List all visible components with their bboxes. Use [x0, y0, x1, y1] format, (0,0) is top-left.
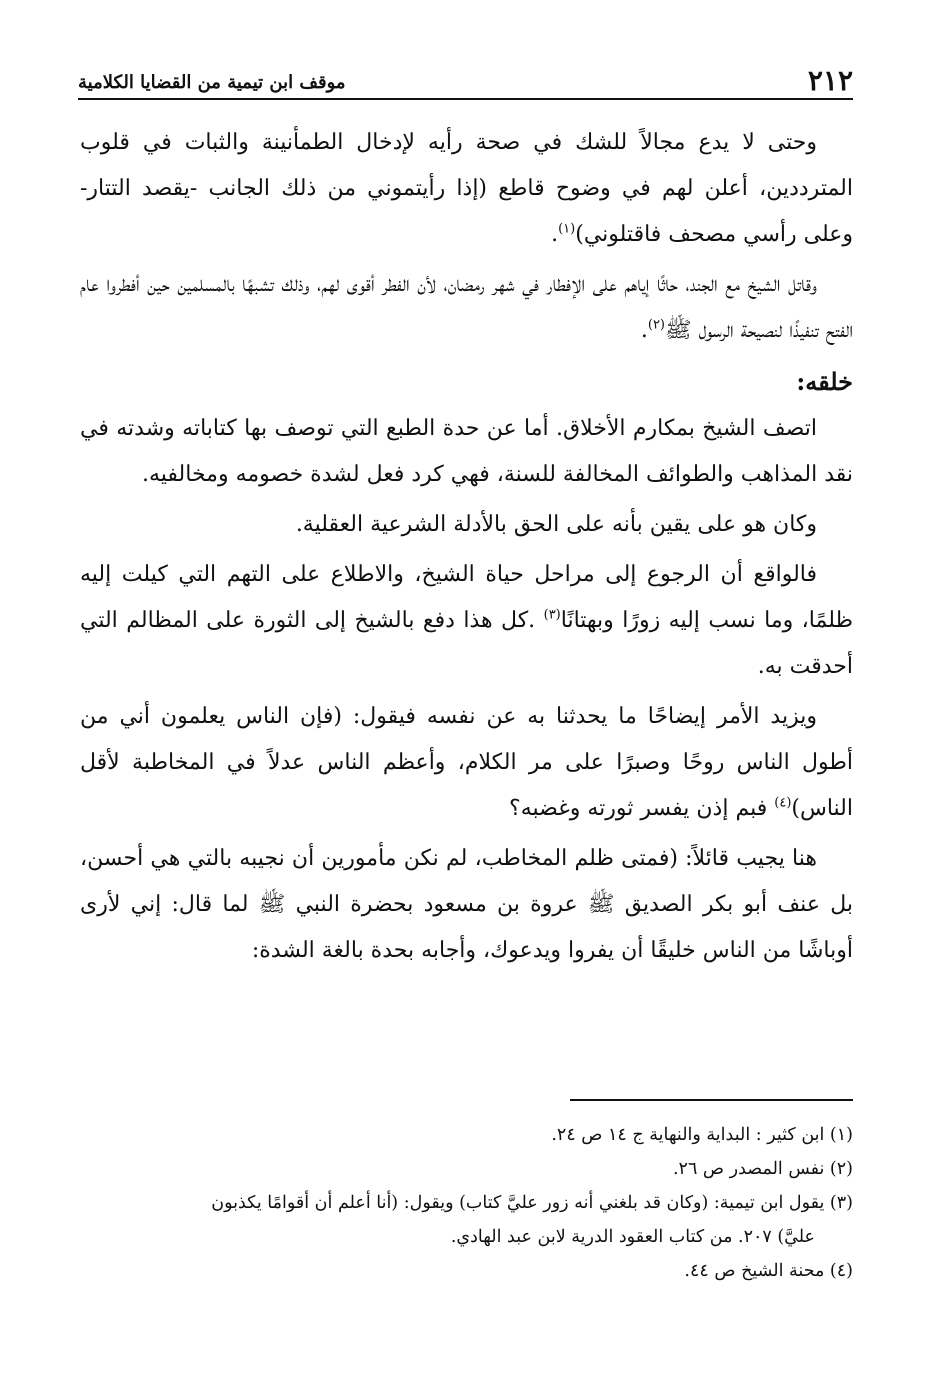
body-text	[80, 120, 853, 978]
page-number: ٢١٢	[807, 64, 853, 97]
footnote-ref-1: (١)	[558, 221, 576, 237]
footnotes	[80, 1118, 853, 1288]
paragraph-2-end: .	[640, 318, 648, 343]
paragraph-1	[80, 120, 853, 258]
footnote-3: (٣) يقول ابن تيمية: (وكان قد بلغني أنه زور عليَّ كتاب) ويقول: (أنا أعلم أن أقوامًا يكذبون	[211, 1193, 853, 1213]
section-heading: خلقه:	[796, 367, 853, 396]
footnote-divider	[570, 1099, 853, 1101]
page-header	[78, 62, 853, 100]
paragraph-1-end: .	[551, 222, 559, 247]
running-title: موقف ابن تيمية من القضايا الكلامية	[78, 72, 346, 93]
footnote-ref-2: (٢)	[647, 317, 665, 333]
paragraph-3: اتصف الشيخ بمكارم الأخلاق. أما عن حدة الطبع التي توصف بها كتاباته وشدته في نقد المذاهب والطوائف المخالفة للسنة، فهي كرد فعل لشدة خصومه ومخالفيه.	[80, 416, 853, 487]
paragraph-5	[80, 552, 853, 690]
paragraph-6-text-b: فبم إذن يفسر ثورته وغضبه؟	[509, 796, 775, 821]
footnote-3-continued: عليَّ) ٢٠٧. من كتاب العقود الدرية لابن عبد الهادي.	[450, 1227, 815, 1247]
footnote-1: (١) ابن كثير : البداية والنهاية ج ١٤ ص ٢٤.	[551, 1125, 853, 1145]
footnote-ref-3: (٣)	[543, 607, 561, 623]
paragraph-5-text-a: فالواقع أن الرجوع إلى مراحل حياة الشيخ، والاطلاع على التهم التي كيلت إليه ظلمًا، وما نسب إليه زورًا وبهتانًا	[80, 562, 853, 633]
paragraph-4: وكان هو على يقين بأنه على الحق بالأدلة الشرعية العقلية.	[295, 512, 817, 537]
footnote-4: (٤) محنة الشيخ ص ٤٤.	[684, 1261, 853, 1281]
paragraph-6-text-a: ويزيد الأمر إيضاحًا ما يحدثنا به عن نفسه فيقول: (فإن الناس يعلمون أني من أطول الناس روحًا وصبرًا على مر الكلام، وأعظم الناس عدلاً في المخاطبة لأقل الناس)	[80, 704, 853, 821]
paragraph-6	[80, 694, 853, 832]
paragraph-2-text: وقاتل الشيخ مع الجند، حاثًا إياهم على الإفطار في شهر رمضان، لأن الفطر أقوى لهم، وذلك تشبهًا بالمسلمين حين أفطروا عام الفتح تنفيذًا لنصيحة الرسول ﷺ	[80, 272, 853, 343]
paragraph-1-text: وحتى لا يدع مجالاً للشك في صحة رأيه لإدخال الطمأنينة والثبات في قلوب المترددين، أعلن لهم في وضوح قاطع (إذا رأيتموني من ذلك الجانب -يقصد التتار- وعلى رأسي مصحف فاقتلوني)	[80, 130, 853, 247]
footnote-ref-4: (٤)	[774, 795, 792, 811]
paragraph-5-text-b: .كل هذا دفع بالشيخ إلى الثورة على المظالم التي أحدقت به.	[80, 608, 853, 679]
footnote-2: (٢) نفس المصدر ص ٢٦.	[672, 1159, 853, 1179]
paragraph-2	[80, 262, 853, 354]
paragraph-7: هنا يجيب قائلاً: (فمتى ظلم المخاطب، لم نكن مأمورين أن نجيبه بالتي هي أحسن، بل عنف أبو بكر الصديق ﷺ عروة بن مسعود بحضرة النبي ﷺ لما قال: إني لأرى أوباشًا من الناس خليقًا أن يفروا ويدعوك، وأجابه بحدة بالغة الشدة:	[80, 846, 853, 963]
